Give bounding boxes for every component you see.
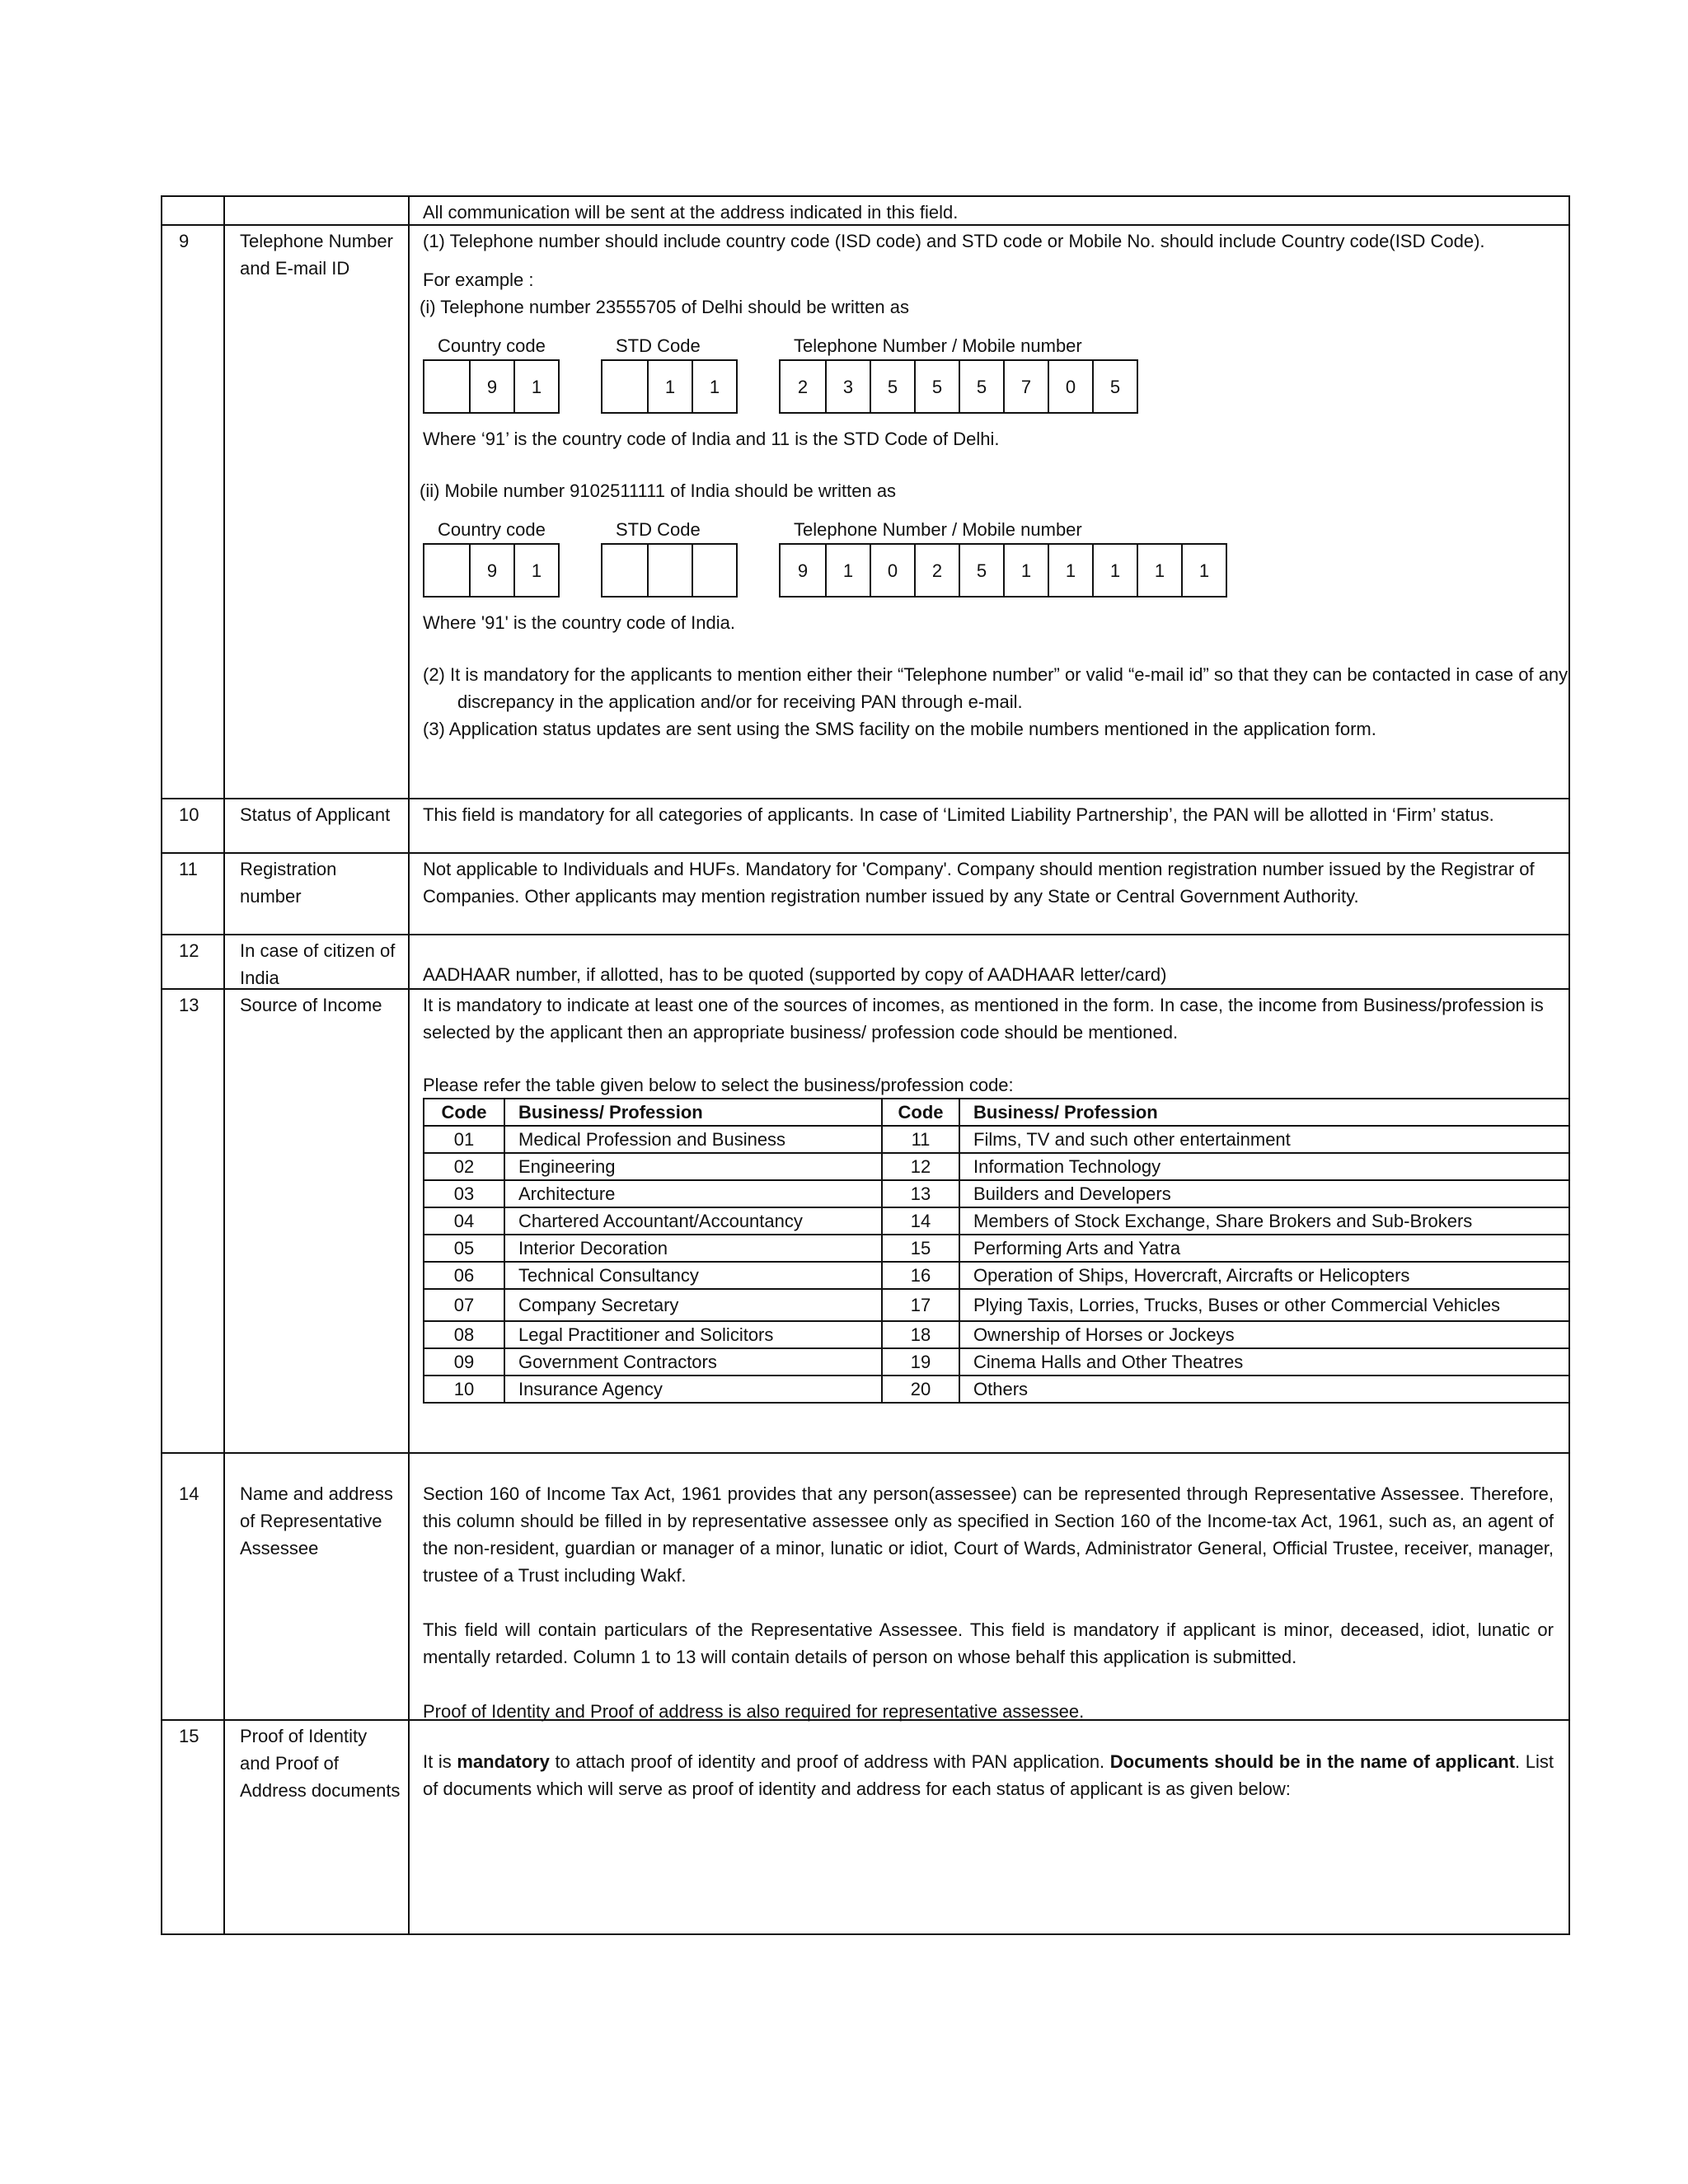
example-i-text: (i) Telephone number 23555705 of Delhi should be written as — [420, 297, 909, 317]
digit-cell: 1 — [1048, 545, 1092, 596]
digit-cell: 5 — [870, 361, 914, 412]
r14-para-3: Proof of Identity and Proof of address is also required for representative assessee. — [423, 1701, 1085, 1722]
digit-cell: 1 — [513, 361, 558, 412]
profession-cell: Ownership of Horses or Jockeys — [959, 1321, 1568, 1348]
digit-cell: 5 — [959, 361, 1003, 412]
table-row — [424, 1348, 1568, 1376]
row-13 — [162, 988, 1568, 1452]
profession-cell: Operation of Ships, Hovercraft, Aircrafts or Helicopters — [959, 1262, 1568, 1289]
profession-cell: Company Secretary — [504, 1289, 882, 1321]
table-row — [424, 1126, 1568, 1153]
r15-t1: It is — [423, 1751, 457, 1772]
profession-cell: Information Technology — [959, 1153, 1568, 1180]
digit-cell: 5 — [1092, 361, 1137, 412]
row-number: 9 — [162, 226, 225, 798]
r13-refer: Please refer the table given below to select the business/profession code: — [423, 1075, 1014, 1095]
digit-cell: 9 — [797, 560, 809, 581]
digit-cell: 1 — [1003, 545, 1048, 596]
code-cell: 04 — [424, 1207, 504, 1235]
profession-cell: Films, TV and such other entertainment — [959, 1126, 1568, 1153]
code-cell: 01 — [424, 1126, 504, 1153]
digit-cell: 1 — [1181, 545, 1226, 596]
label-cell — [225, 197, 410, 224]
r12-text: AADHAAR number, if allotted, has to be quoted (supported by copy of AADHAAR letter/card) — [423, 964, 1167, 985]
profession-cell: Interior Decoration — [504, 1235, 882, 1262]
country-code-group — [423, 517, 560, 598]
example-label: For example : — [423, 269, 534, 290]
digit-cell — [424, 361, 469, 412]
row-label: Registration number — [225, 854, 410, 934]
row-9 — [162, 224, 1568, 798]
profession-cell: Members of Stock Exchange, Share Brokers and Sub-Brokers — [959, 1207, 1568, 1235]
example-2-note: Where '91' is the country code of India. — [423, 612, 735, 633]
code-cell: 15 — [882, 1235, 959, 1262]
row-body — [410, 1454, 1568, 1722]
digit-cell — [603, 545, 647, 596]
profession-cell: Engineering — [504, 1153, 882, 1180]
r14-para-2: This field will contain particulars of the Representative Assessee. This field is mandatory if applicant is minor, deceased, idiot, lunatic or mentally retarded. Column 1 to 13 will contain details of person on whose behalf this application is submitted. — [423, 1619, 1554, 1667]
row-body — [410, 226, 1568, 798]
country-code-cells — [423, 359, 560, 414]
digit-cell: 0 — [870, 545, 914, 596]
column-header: Code — [424, 1099, 504, 1126]
num-cell — [162, 197, 225, 224]
row-number: 14 — [162, 1454, 225, 1719]
example-1-boxes — [423, 333, 1568, 414]
country-code-heading: Country code — [438, 519, 546, 540]
code-cell: 20 — [882, 1376, 959, 1403]
code-cell: 09 — [424, 1348, 504, 1376]
profession-cell: Technical Consultancy — [504, 1262, 882, 1289]
profession-cell: Insurance Agency — [504, 1376, 882, 1403]
telephone-heading: Telephone Number / Mobile number — [794, 519, 1082, 540]
row-label: Proof of Identity and Proof of Address documents — [225, 1721, 410, 1933]
row-body — [410, 799, 1568, 852]
row-label: Name and address of Representative Assessee — [225, 1454, 410, 1719]
code-cell: 12 — [882, 1153, 959, 1180]
example-ii-text: (ii) Mobile number 9102511111 of India should be written as — [420, 480, 897, 501]
digit-cell — [424, 545, 469, 596]
row-10 — [162, 798, 1568, 852]
profession-cell: Legal Practitioner and Solicitors — [504, 1321, 882, 1348]
profession-cell: Performing Arts and Yatra — [959, 1235, 1568, 1262]
r9-para-2: (2) It is mandatory for the applicants to mention either their “Telephone number” or valid “e-mail id” so that they can be contacted in case of any discrepancy in the application and/or for receiving PAN through e-mail. — [423, 664, 1568, 712]
std-code-cells — [601, 543, 738, 598]
body-cell — [410, 197, 1568, 224]
table-row — [424, 1262, 1568, 1289]
table-row — [424, 1321, 1568, 1348]
telephone-group — [779, 517, 1227, 598]
profession-cell: Government Contractors — [504, 1348, 882, 1376]
instructions-table — [161, 195, 1570, 1935]
country-code-cells — [423, 543, 560, 598]
profession-cell: Plying Taxis, Lorries, Trucks, Buses or other Commercial Vehicles — [959, 1289, 1568, 1321]
row-number: 10 — [162, 799, 225, 852]
digit-cell: 3 — [825, 361, 870, 412]
profession-cell: Builders and Developers — [959, 1180, 1568, 1207]
column-header: Business/ Profession — [504, 1099, 882, 1126]
profession-cell: Cinema Halls and Other Theatres — [959, 1348, 1568, 1376]
digit-cell: 9 — [469, 545, 513, 596]
telephone-group — [779, 333, 1138, 414]
code-cell: 08 — [424, 1321, 504, 1348]
table-row — [424, 1235, 1568, 1262]
r13-text: It is mandatory to indicate at least one of the sources of incomes, as mentioned in the form. In case, the income from Business/profession is selected by the applicant then an appropriate business/ profession code should be mentioned. — [423, 995, 1544, 1043]
code-cell: 13 — [882, 1180, 959, 1207]
code-cell: 03 — [424, 1180, 504, 1207]
digit-cell: 1 — [1137, 545, 1181, 596]
profession-cell: Chartered Accountant/Accountancy — [504, 1207, 882, 1235]
row-number: 15 — [162, 1721, 225, 1933]
digit-cell: 2 — [797, 376, 809, 397]
row-body — [410, 854, 1568, 934]
std-code-heading: STD Code — [616, 519, 701, 540]
code-cell: 06 — [424, 1262, 504, 1289]
r9-para-3: (3) Application status updates are sent using the SMS facility on the mobile numbers mentioned in the application form. — [423, 719, 1376, 739]
std-code-heading: STD Code — [616, 335, 701, 356]
example-2-boxes — [423, 517, 1568, 598]
code-cell: 07 — [424, 1289, 504, 1321]
country-code-group — [423, 333, 560, 414]
table-header-row — [424, 1099, 1568, 1126]
row-number: 13 — [162, 990, 225, 1452]
code-cell: 02 — [424, 1153, 504, 1180]
row-label: Status of Applicant — [225, 799, 410, 852]
code-cell: 11 — [882, 1126, 959, 1153]
r14-para-1: Section 160 of Income Tax Act, 1961 provides that any person(assessee) can be represented through Representative Assessee. Therefore, this column should be filled in by representative assessee only as specified in Section 160 of the Income-tax Act, 1961, such as, an agent of the non-resident, guardian or manager of a minor, lunatic or idiot, Court of Wards, Administrator General, Official Trustee, receiver, manager, trustee of a Trust including Wakf. — [423, 1483, 1554, 1586]
row-label: Telephone Number and E-mail ID — [225, 226, 410, 798]
row-15 — [162, 1719, 1568, 1933]
r15-t3: . List of documents which will serve as proof of identity and address for each status of applicant is as given below: — [423, 1751, 1554, 1799]
r15-name-of-applicant: Documents should be in the name of applicant — [1109, 1751, 1516, 1772]
r15-t2: to attach proof of identity and proof of address with PAN application. — [549, 1751, 1110, 1772]
digit-cell: 5 — [959, 545, 1003, 596]
digit-cell: 7 — [1003, 361, 1048, 412]
digit-cell: 0 — [1048, 361, 1092, 412]
example-1-note: Where ‘91’ is the country code of India and 11 is the STD Code of Delhi. — [423, 429, 1000, 449]
table-row — [424, 1153, 1568, 1180]
std-code-group — [601, 517, 738, 598]
row-number: 11 — [162, 854, 225, 934]
table-row — [424, 1180, 1568, 1207]
digit-cell: 5 — [914, 361, 959, 412]
row-body — [410, 990, 1568, 1452]
digit-cell: 1 — [647, 361, 692, 412]
row-body — [410, 1721, 1568, 1933]
row-11 — [162, 852, 1568, 934]
code-cell: 14 — [882, 1207, 959, 1235]
telephone-cells — [779, 543, 1227, 598]
r11-text: Not applicable to Individuals and HUFs. Mandatory for 'Company'. Company should mention registration number issued by the Registrar of Companies. Other applicants may mention registration number issued by any State or Central Government Authority. — [423, 859, 1535, 907]
row-number: 12 — [162, 935, 225, 988]
digit-cell: 2 — [914, 545, 959, 596]
digit-cell — [692, 545, 736, 596]
digit-cell: 1 — [1092, 545, 1137, 596]
std-code-group — [601, 333, 738, 414]
digit-cell: 1 — [513, 545, 558, 596]
code-cell: 17 — [882, 1289, 959, 1321]
digit-cell: 1 — [692, 361, 736, 412]
digit-cell: 1 — [825, 545, 870, 596]
code-cell: 19 — [882, 1348, 959, 1376]
r10-text: This field is mandatory for all categories of applicants. In case of ‘Limited Liability Partnership’, the PAN will be allotted in ‘Firm’ status. — [423, 804, 1494, 825]
country-code-heading: Country code — [438, 335, 546, 356]
digit-cell — [603, 361, 647, 412]
telephone-cells — [779, 359, 1138, 414]
column-header: Code — [882, 1099, 959, 1126]
profession-cell: Others — [959, 1376, 1568, 1403]
digit-cell — [647, 545, 692, 596]
profession-cell: Architecture — [504, 1180, 882, 1207]
code-cell: 16 — [882, 1262, 959, 1289]
code-cell: 18 — [882, 1321, 959, 1348]
row-12 — [162, 934, 1568, 988]
r15-mandatory: mandatory — [457, 1751, 550, 1772]
intro-line: All communication will be sent at the address indicated in this field. — [423, 202, 959, 223]
table-row — [424, 1207, 1568, 1235]
telephone-heading: Telephone Number / Mobile number — [794, 335, 1082, 356]
digit-cell: 9 — [469, 361, 513, 412]
table-row — [424, 1376, 1568, 1403]
row-label: Source of Income — [225, 990, 410, 1452]
table-row — [424, 1289, 1568, 1321]
business-code-table — [423, 1098, 1568, 1404]
std-code-cells — [601, 359, 738, 414]
column-header: Business/ Profession — [959, 1099, 1568, 1126]
code-cell: 05 — [424, 1235, 504, 1262]
code-cell: 10 — [424, 1376, 504, 1403]
profession-cell: Medical Profession and Business — [504, 1126, 882, 1153]
r15-text — [423, 1748, 1554, 1802]
row-continuation — [162, 197, 1568, 224]
row-14 — [162, 1452, 1568, 1722]
row-body — [410, 935, 1568, 988]
r9-para-1: (1) Telephone number should include country code (ISD code) and STD code or Mobile No. should include Country code(ISD Code). — [423, 231, 1485, 251]
row-label: In case of citizen of India — [225, 935, 410, 988]
